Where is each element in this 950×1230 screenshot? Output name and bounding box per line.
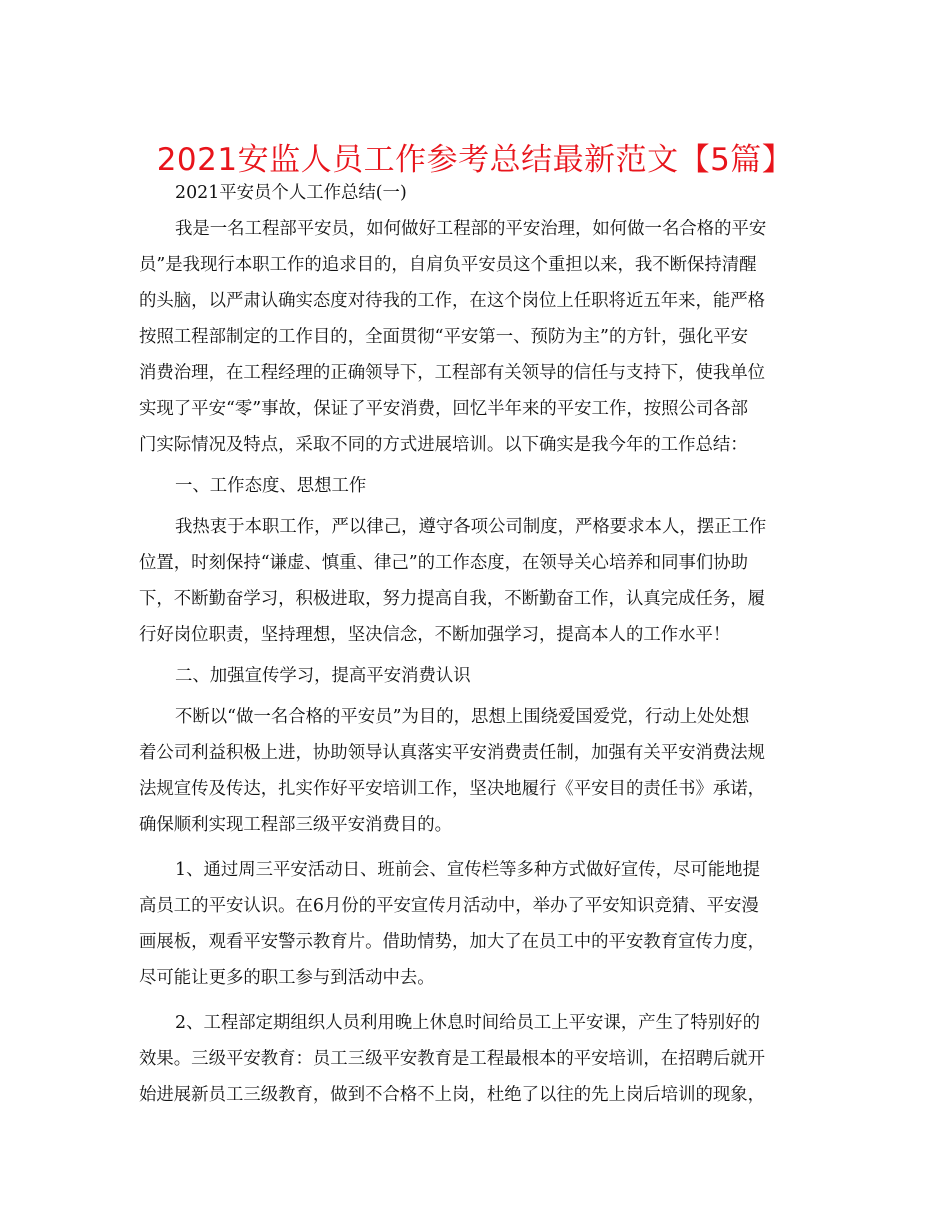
- paragraph-line: 法规宣传及传达，扎实作好平安培训工作，坚决地履行《平安目的责任书》承诺，: [139, 779, 766, 799]
- paragraph-line: 不断以“做一名合格的平安员”为目的，思想上围绕爱国爱党，行动上处处想: [175, 707, 750, 727]
- paragraph-line: 画展板，观看平安警示教育片。借助情势，加大了在员工中的平安教育宣传力度，: [139, 932, 766, 952]
- paragraph-line: 位置，时刻保持“谦虚、慎重、律己”的工作态度，在领导关心培养和同事们协助: [139, 553, 749, 573]
- paragraph-line: 1、通过周三平安活动日、班前会、宣传栏等多种方式做好宣传，尽可能地提: [175, 860, 760, 880]
- paragraph-line: 我热衷于本职工作，严以律己，遵守各项公司制度，严格要求本人，摆正工作: [175, 517, 767, 537]
- paragraph-line: 下，不断勤奋学习，积极进取，努力提高自我，不断勤奋工作，认真完成任务，履: [139, 589, 766, 609]
- paragraph-3: [139, 699, 811, 843]
- heading-2: 二、加强宣传学习，提高平安消费认识: [175, 666, 471, 686]
- paragraph-line: 消费治理，在工程经理的正确领导下，工程部有关领导的信任与支持下，使我单位: [139, 363, 766, 383]
- paragraph-line: 我是一名工程部平安员，如何做好工程部的平安治理，如何做一名合格的平安: [175, 219, 767, 239]
- paragraph-line: 高员工的平安认识。在6月份的平安宣传月活动中，举办了平安知识竞猜、平安漫: [139, 896, 759, 916]
- heading-1: 一、工作态度、思想工作: [175, 476, 367, 496]
- paragraph-line: 确保顺利实现工程部三级平安消费目的。: [139, 815, 453, 835]
- paragraph-line: 员”是我现行本职工作的追求目的，自肩负平安员这个重担以来，我不断保持清醒: [139, 255, 757, 275]
- paragraph-1: [139, 211, 811, 463]
- paragraph-line: 2、工程部定期组织人员利用晚上休息时间给员工上平安课，产生了特别好的: [175, 1013, 760, 1033]
- paragraph-line: 按照工程部制定的工作目的，全面贯彻“平安第一、预防为主”的方针，强化平安: [139, 327, 749, 347]
- paragraph-5: [139, 1005, 811, 1113]
- paragraph-line: 行好岗位职责，坚持理想，坚决信念，不断加强学习，提高本人的工作水平！: [139, 625, 731, 645]
- paragraph-line: 门实际情况及特点，采取不同的方式进展培训。以下确实是我今年的工作总结：: [139, 435, 748, 455]
- paragraph-2: [139, 509, 811, 653]
- paragraph-line: 的头脑，以严肃认确实态度对待我的工作，在这个岗位上任职将近五年来，能严格: [139, 291, 766, 311]
- document-body: [139, 175, 811, 1113]
- paragraph-line: 实现了平安“零”事故，保证了平安消费，回忆半年来的平安工作，按照公司各部: [139, 399, 749, 419]
- section-subtitle: 2021平安员个人工作总结(一): [175, 183, 407, 203]
- paragraph-4: [139, 852, 811, 996]
- document-title: 2021安监人员工作参考总结最新范文【5篇】: [156, 142, 794, 178]
- paragraph-line: 着公司利益积极上进，协助领导认真落实平安消费责任制，加强有关平安消费法规: [139, 743, 766, 763]
- paragraph-line: 始进展新员工三级教育，做到不合格不上岗，杜绝了以往的先上岗后培训的现象，: [139, 1085, 766, 1105]
- paragraph-line: 效果。三级平安教育：员工三级平安教育是工程最根本的平安培训，在招聘后就开: [139, 1049, 766, 1069]
- paragraph-line: 尽可能让更多的职工参与到活动中去。: [139, 968, 435, 988]
